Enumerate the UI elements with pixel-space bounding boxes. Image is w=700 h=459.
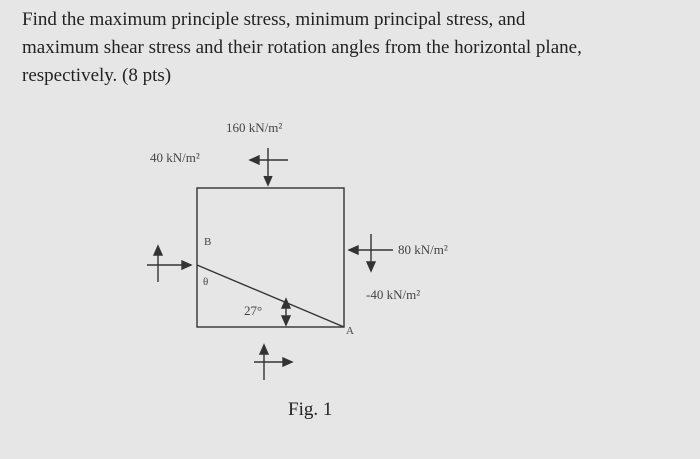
top-stress-label: 160 kN/m² <box>226 120 283 135</box>
problem-line-1: Find the maximum principle stress, minimum principal stress, and <box>22 9 526 30</box>
point-b-label: B <box>204 236 212 248</box>
left-stress-label: 40 kN/m² <box>150 150 200 165</box>
stress-element-box <box>197 188 344 327</box>
theta-label: θ <box>203 276 209 288</box>
top-stress-arrows <box>250 148 288 185</box>
right-top-stress-label: 80 kN/m² <box>398 242 448 257</box>
bottom-stress-arrows <box>254 345 292 380</box>
problem-line-3: respectively. (8 pts) <box>22 65 172 86</box>
angle-indicator-arrow <box>282 299 290 325</box>
left-stress-arrows <box>147 246 191 282</box>
figure-caption: Fig. 1 <box>288 399 333 420</box>
inclined-plane-line <box>197 265 344 327</box>
angle-label: 27° <box>244 303 263 318</box>
right-bottom-stress-label: -40 kN/m² <box>366 287 421 302</box>
right-stress-arrows <box>349 234 393 271</box>
problem-line-2: maximum shear stress and their rotation angles from the horizontal plane, <box>22 37 582 58</box>
point-a-label: A <box>346 325 354 337</box>
